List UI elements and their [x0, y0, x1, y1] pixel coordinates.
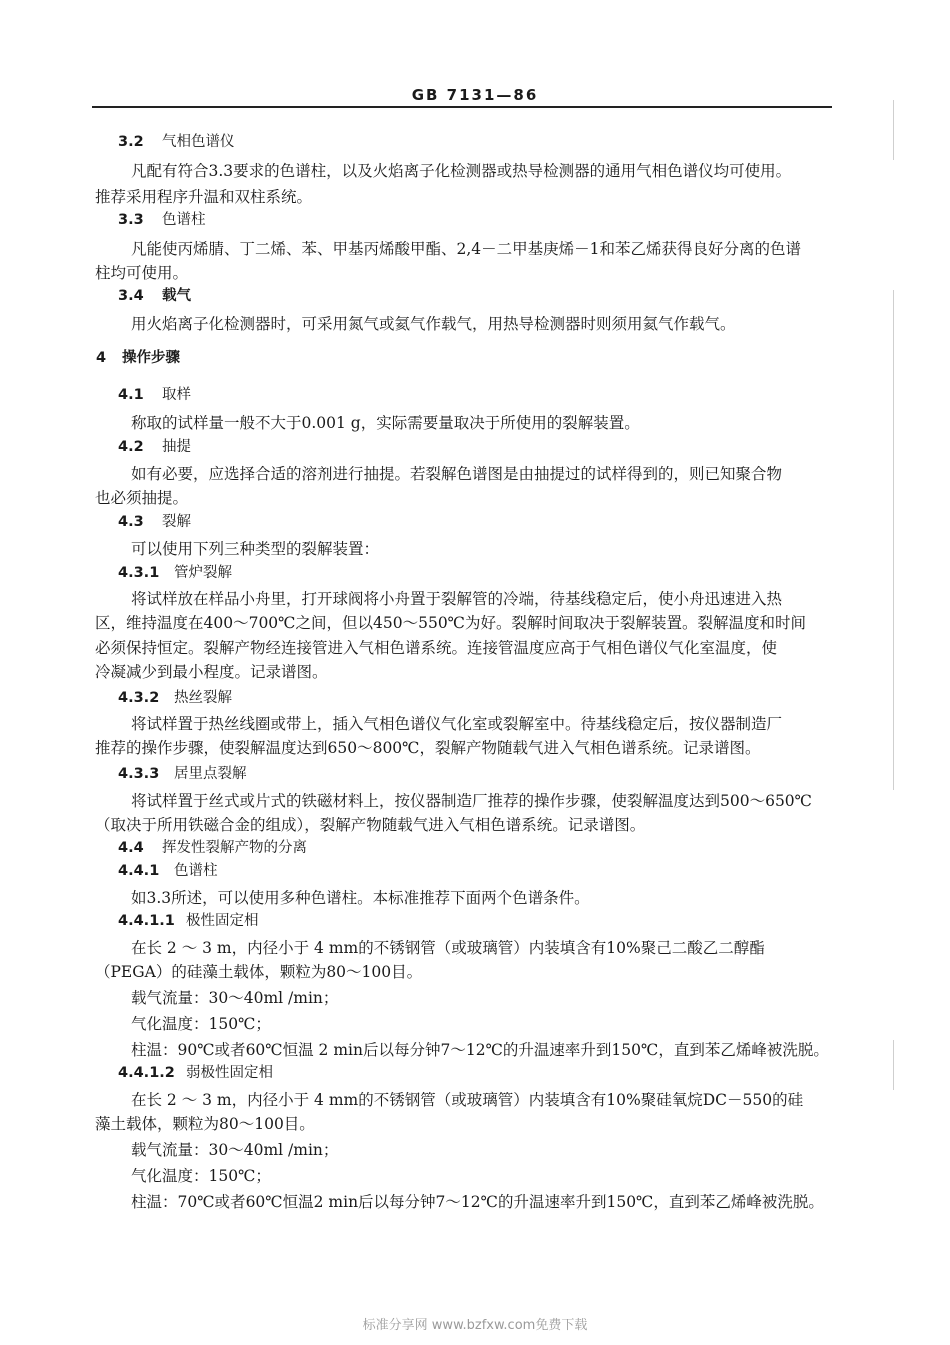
section-title: 气相色谱仪: [162, 134, 235, 150]
section-number: 4.4: [118, 840, 144, 856]
section-title: 热丝裂解: [174, 690, 232, 706]
paragraph-line: 柱均可使用。: [95, 264, 189, 282]
section-heading: [118, 512, 191, 532]
scan-edge-line: [893, 1040, 894, 1090]
paragraph-line: 称取的试样量一般不大于0.001 g，实际需要量取决于所使用的裂解装置。: [131, 414, 640, 432]
condition-line: 载气流量：30～40ml /min；: [131, 989, 339, 1007]
paragraph-line: 在长 2 ～ 3 m，内径小于 4 mm的不锈钢管（或玻璃管）内装填含有10%聚己二酸乙二醇酯: [131, 939, 765, 957]
subsection-heading: [118, 1063, 273, 1083]
condition-line: 柱温：90℃或者60℃恒温 2 min后以每分钟7～12℃的升温速率升到150℃，直到苯乙烯峰被洗脱。: [131, 1041, 829, 1059]
section-title: 色谱柱: [174, 863, 218, 879]
section-title: 载气: [162, 288, 191, 304]
paragraph-line: 冷凝减少到最小程度。记录谱图。: [95, 663, 328, 681]
condition-line: 气化温度：150℃；: [131, 1015, 271, 1033]
section-number: 4.3.3: [118, 766, 160, 782]
paragraph-line: 藻土载体，颗粒为80～100目。: [95, 1115, 315, 1133]
paragraph-line: 凡配有符合3.3要求的色谱柱，以及火焰离子化检测器或热导检测器的通用气相色谱仪均可使用。: [131, 162, 792, 180]
paragraph-line: 也必须抽提。: [95, 489, 189, 507]
paragraph-line: 推荐的操作步骤，使裂解温度达到650～800℃，裂解产物随载气进入气相色谱系统。记录谱图。: [95, 739, 761, 757]
section-title: 挥发性裂解产物的分离: [162, 840, 307, 856]
chapter-heading: [96, 348, 180, 368]
section-number: 4.4.1: [118, 863, 160, 879]
section-number: 3.2: [118, 134, 144, 150]
scan-edge-line: [893, 100, 894, 160]
section-title: 色谱柱: [162, 212, 206, 228]
paragraph-line: 推荐采用程序升温和双柱系统。: [95, 188, 313, 206]
subsection-heading: [118, 911, 259, 931]
subsection-heading: [118, 764, 247, 784]
paragraph-line: 将试样放在样品小舟里，打开球阀将小舟置于裂解管的冷端，待基线稳定后，使小舟迅速进入热: [131, 590, 783, 608]
section-heading: [118, 132, 235, 152]
section-number: 4.3: [118, 514, 144, 530]
section-number: 3.3: [118, 212, 144, 228]
section-number: 4.4.1.1: [118, 913, 175, 929]
section-number: 4.2: [118, 439, 144, 455]
watermark-footer: 标准分享网 www.bzfxw.com免费下载: [362, 1318, 588, 1333]
scan-edge-line: [893, 290, 894, 790]
section-title: 弱极性固定相: [186, 1065, 273, 1081]
subsection-heading: [118, 688, 232, 708]
paragraph-line: 必须保持恒定。裂解产物经连接管进入气相色谱系统。连接管温度应高于气相色谱仪气化室温度，使: [95, 639, 778, 657]
paragraph-line: （取决于所用铁磁合金的组成），裂解产物随载气进入气相色谱系统。记录谱图。: [95, 816, 646, 834]
condition-line: 柱温：70℃或者60℃恒温2 min后以每分钟7～12℃的升温速率升到150℃，直到苯乙烯峰被洗脱。: [131, 1193, 824, 1211]
paragraph-line: 将试样置于热丝线圈或带上，插入气相色谱仪气化室或裂解室中。待基线稳定后，按仪器制造厂: [131, 715, 783, 733]
section-heading: [118, 210, 206, 230]
paragraph-line: 区，维持温度在400～700℃之间，但以450～550℃为好。裂解时间取决于裂解装置。裂解温度和时间: [95, 614, 807, 632]
section-heading: [118, 838, 307, 858]
paragraph-line: 如有必要，应选择合适的溶剂进行抽提。若裂解色谱图是由抽提过的试样得到的，则已知聚合物: [131, 465, 783, 483]
section-number: 4.4.1.2: [118, 1065, 175, 1081]
condition-line: 载气流量：30～40ml /min；: [131, 1141, 339, 1159]
header-rule: [92, 106, 832, 108]
paragraph-line: 用火焰离子化检测器时，可采用氮气或氦气作载气，用热导检测器时则须用氦气作载气。: [131, 315, 736, 333]
condition-line: 气化温度：150℃；: [131, 1167, 271, 1185]
subsection-heading: [118, 563, 232, 583]
section-title: 居里点裂解: [174, 766, 247, 782]
paragraph-line: 可以使用下列三种类型的裂解装置：: [131, 540, 380, 558]
paragraph-line: （PEGA）的硅藻土载体，颗粒为80～100目。: [95, 963, 423, 981]
section-title: 取样: [162, 387, 191, 403]
section-number: 3.4: [118, 288, 144, 304]
section-heading: [118, 286, 191, 306]
section-heading: [118, 437, 191, 457]
section-number: 4.3.2: [118, 690, 160, 706]
chapter-title: 操作步骤: [122, 350, 180, 366]
paragraph-line: 凡能使丙烯腈、丁二烯、苯、甲基丙烯酸甲酯、2,4－二甲基庚烯－1和苯乙烯获得良好分离的色谱: [131, 240, 802, 258]
section-heading: [118, 385, 191, 405]
standard-number-header: GB 7131—86: [411, 86, 539, 104]
paragraph-line: 在长 2 ～ 3 m，内径小于 4 mm的不锈钢管（或玻璃管）内装填含有10%聚硅氧烷DC－550的硅: [131, 1091, 804, 1109]
section-number: 4.1: [118, 387, 144, 403]
paragraph-line: 将试样置于丝式或片式的铁磁材料上，按仪器制造厂推荐的操作步骤，使裂解温度达到500～650℃: [131, 792, 813, 810]
chapter-number: 4: [96, 350, 107, 366]
section-title: 抽提: [162, 439, 191, 455]
section-number: 4.3.1: [118, 565, 160, 581]
section-title: 管炉裂解: [174, 565, 232, 581]
subsection-heading: [118, 861, 218, 881]
section-title: 裂解: [162, 514, 191, 530]
section-title: 极性固定相: [186, 913, 259, 929]
paragraph-line: 如3.3所述，可以使用多种色谱柱。本标准推荐下面两个色谱条件。: [131, 889, 590, 907]
